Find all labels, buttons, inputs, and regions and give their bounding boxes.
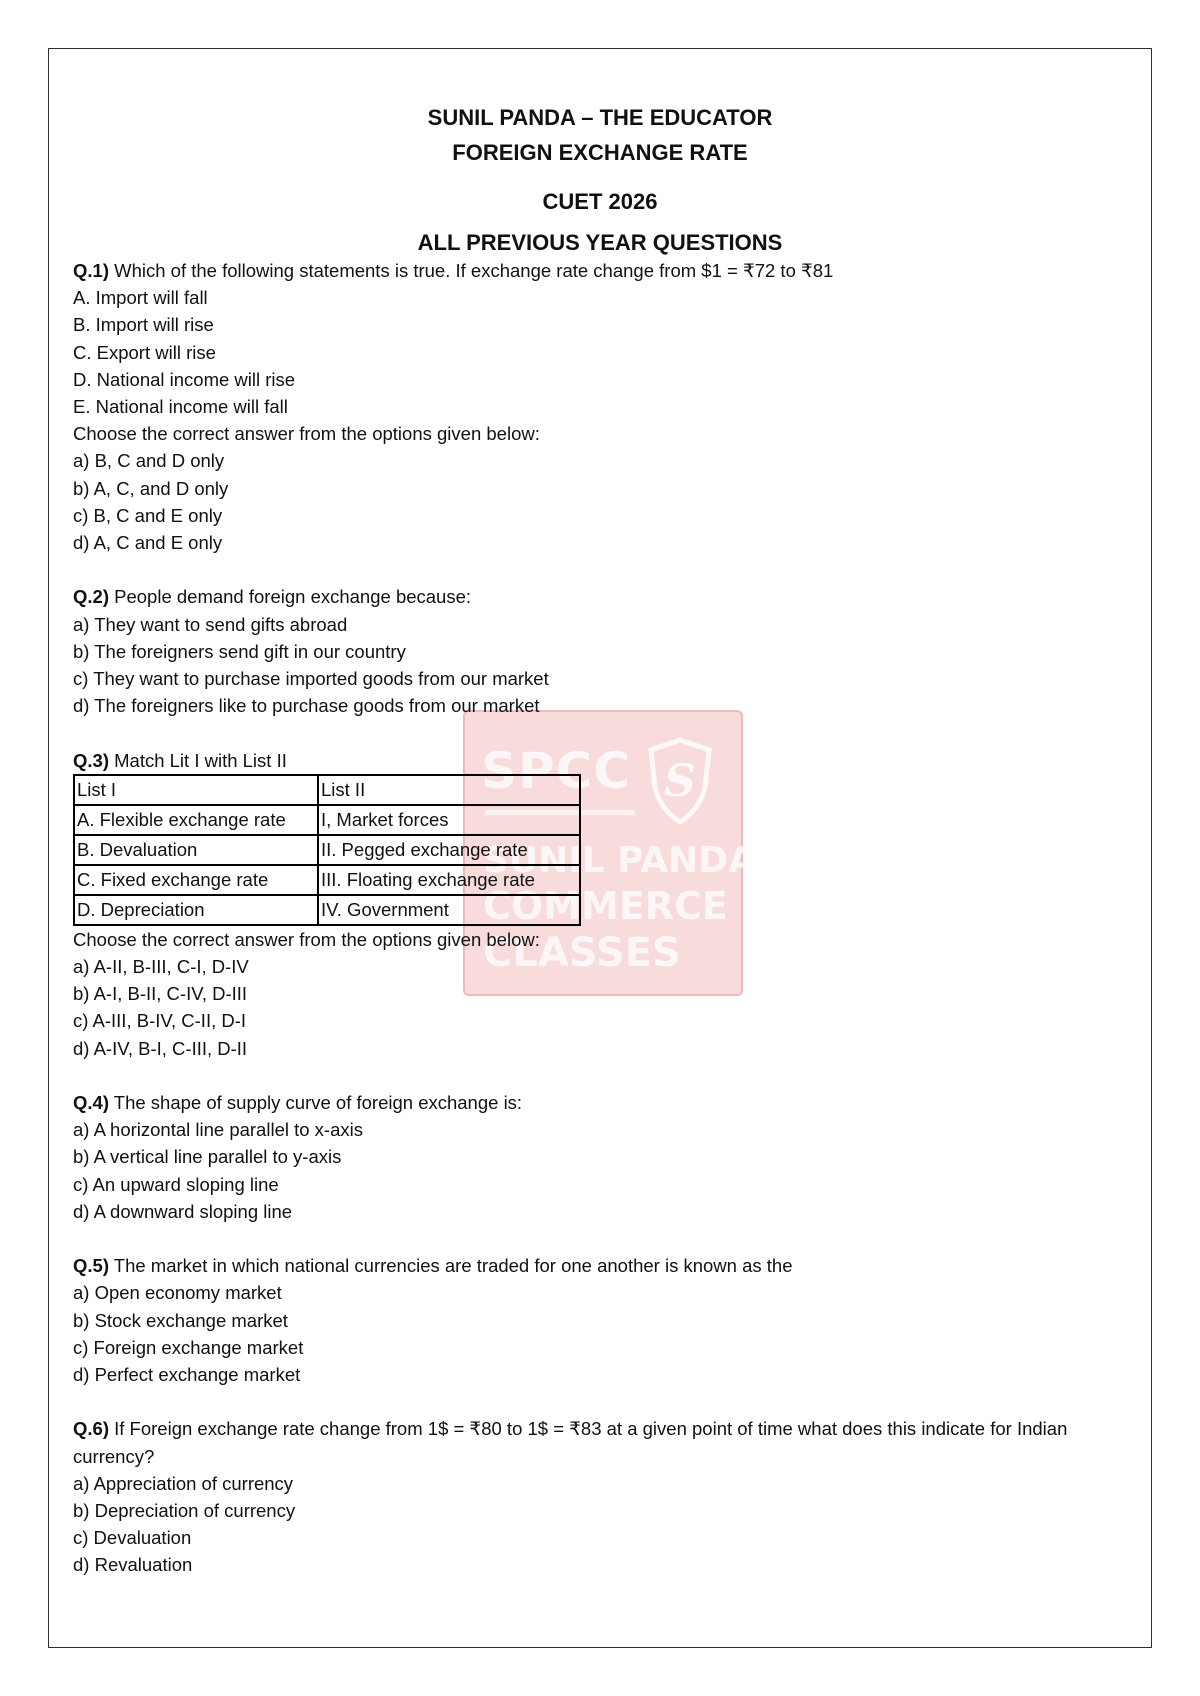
- option: b) Stock exchange market: [73, 1309, 288, 1331]
- option: d) Perfect exchange market: [73, 1364, 301, 1386]
- option: c) They want to purchase imported goods from our market: [73, 668, 549, 690]
- option: c) Devaluation: [73, 1527, 192, 1549]
- option: d) A downward sloping line: [73, 1200, 293, 1222]
- option: c) A-III, B-IV, C-II, D-I: [73, 1010, 247, 1032]
- match-table: [73, 774, 581, 926]
- option: a) They want to send gifts abroad: [73, 613, 348, 635]
- question-body: People demand foreign exchange because:: [108, 586, 472, 608]
- question-text: [73, 1415, 1113, 1469]
- table-row: [74, 895, 580, 925]
- option: d) A, C and E only: [73, 532, 223, 554]
- question-body: The market in which national currencies are traded for one another is known as the: [108, 1255, 793, 1277]
- watermark-line-3: CLASSES: [483, 930, 681, 976]
- question-number: Q.5): [73, 1255, 109, 1277]
- option: b) A, C, and D only: [73, 477, 229, 499]
- question-body: Which of the following statements is true. If exchange rate change from $1 = ₹72 to ₹81: [108, 260, 834, 281]
- document-header: [0, 100, 1200, 257]
- question-text: [73, 583, 1133, 610]
- question-5: [73, 1252, 1133, 1388]
- statement: A. Import will fall: [73, 287, 208, 309]
- option: b) The foreigners send gift in our country: [73, 640, 406, 662]
- table-cell: D. Depreciation: [74, 895, 318, 925]
- table-cell: C. Fixed exchange rate: [74, 865, 318, 895]
- watermark-line-2: COMMERCE: [483, 884, 728, 928]
- table-cell: IV. Government: [318, 895, 580, 925]
- table-cell: II. Pegged exchange rate: [318, 835, 580, 865]
- header-title: ALL PREVIOUS YEAR QUESTIONS: [417, 230, 783, 255]
- option: a) A-II, B-III, C-I, D-IV: [73, 956, 249, 978]
- table-cell: List I: [74, 775, 318, 805]
- question-number: Q.2): [73, 586, 109, 608]
- option: d) The foreigners like to purchase goods from our market: [73, 695, 540, 717]
- question-4: [73, 1089, 1133, 1225]
- table-header-row: [74, 775, 580, 805]
- question-3: [73, 747, 1133, 1062]
- question-number: Q.1): [73, 260, 109, 281]
- option: c) B, C and E only: [73, 504, 223, 526]
- question-2: [73, 583, 1133, 719]
- table-cell: I, Market forces: [318, 805, 580, 835]
- question-text: [73, 747, 1133, 774]
- option: d) Revaluation: [73, 1554, 193, 1576]
- watermark-brand: SPCC: [481, 742, 632, 800]
- question-number: Q.3): [73, 749, 109, 771]
- document-content: [73, 100, 1133, 1606]
- statement: B. Import will rise: [73, 314, 214, 336]
- statement: E. National income will fall: [73, 396, 288, 418]
- statement: D. National income will rise: [73, 368, 296, 390]
- question-body: If Foreign exchange rate change from 1$ = ₹80 to 1$ = ₹83 at a given point of time what does this indicate for Indian currency?: [73, 1418, 1068, 1467]
- table-cell: B. Devaluation: [74, 835, 318, 865]
- question-1: [73, 257, 1133, 556]
- question-text: [73, 257, 1133, 284]
- watermark-line-1: SUNIL PANDA: [483, 840, 756, 881]
- option: a) Appreciation of currency: [73, 1472, 294, 1494]
- option: b) A vertical line parallel to y-axis: [73, 1146, 342, 1168]
- table-cell: III. Floating exchange rate: [318, 865, 580, 895]
- question-number: Q.6): [73, 1418, 109, 1440]
- question-6: [73, 1415, 1133, 1578]
- question-body: Match Lit I with List II: [108, 749, 287, 771]
- option: a) A horizontal line parallel to x-axis: [73, 1119, 363, 1141]
- option: c) An upward sloping line: [73, 1173, 279, 1195]
- table-row: [74, 805, 580, 835]
- table-cell: A. Flexible exchange rate: [74, 805, 318, 835]
- watermark-logo-letter: S: [664, 756, 696, 807]
- option: b) Depreciation of currency: [73, 1500, 296, 1522]
- table-cell: List II: [318, 775, 580, 805]
- question-text: [73, 1089, 1133, 1116]
- option: a) Open economy market: [73, 1282, 282, 1304]
- statement: C. Export will rise: [73, 341, 216, 363]
- question-body: The shape of supply curve of foreign exchange is:: [108, 1092, 523, 1114]
- option: b) A-I, B-II, C-IV, D-III: [73, 983, 248, 1005]
- header-author: SUNIL PANDA – THE EDUCATOR: [427, 105, 773, 130]
- header-exam: CUET 2026: [542, 189, 658, 214]
- question-number: Q.4): [73, 1092, 109, 1114]
- table-row: [74, 835, 580, 865]
- question-text: [73, 1252, 1133, 1279]
- header-topic: FOREIGN EXCHANGE RATE: [452, 140, 748, 165]
- option: d) A-IV, B-I, C-III, D-II: [73, 1037, 248, 1059]
- option: a) B, C and D only: [73, 450, 225, 472]
- option: c) Foreign exchange market: [73, 1336, 304, 1358]
- answer-prompt: Choose the correct answer from the options given below:: [73, 928, 540, 950]
- table-row: [74, 865, 580, 895]
- answer-prompt: Choose the correct answer from the options given below:: [73, 423, 540, 445]
